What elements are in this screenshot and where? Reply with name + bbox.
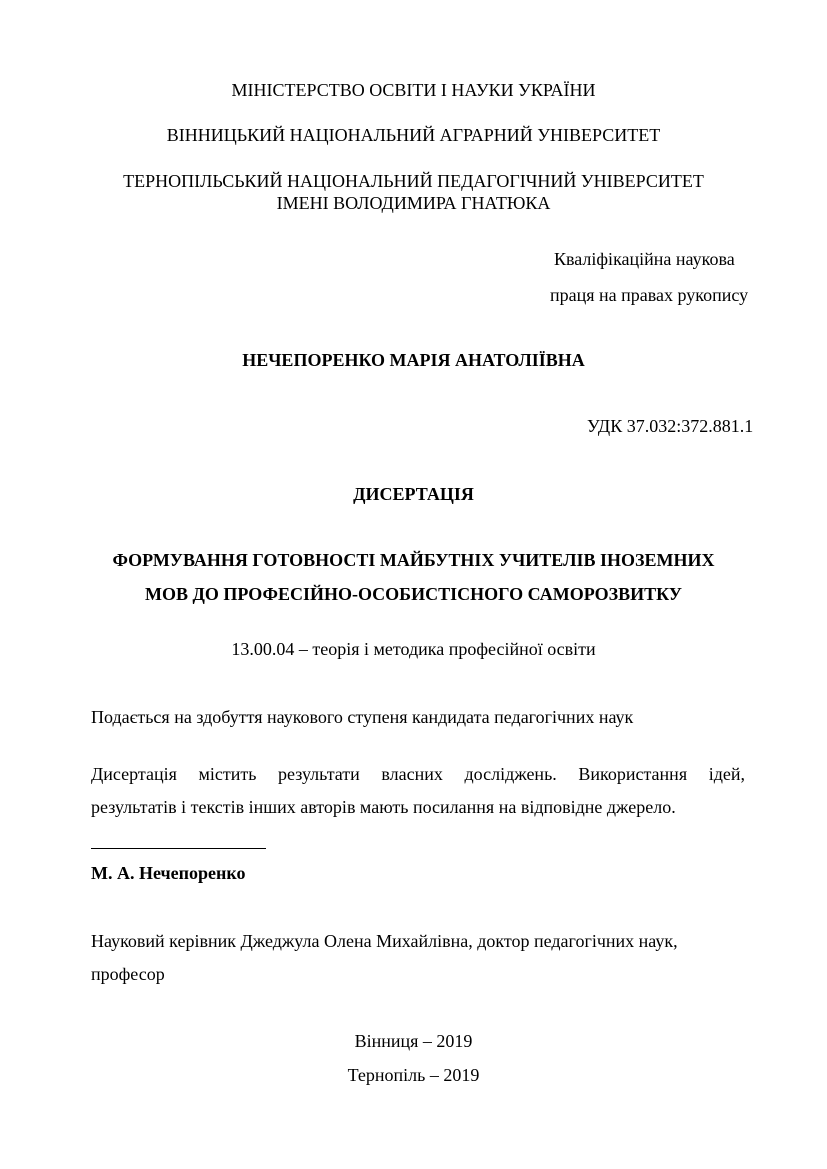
dissertation-title-line1: ФОРМУВАННЯ ГОТОВНОСТІ МАЙБУТНІХ УЧИТЕЛІВ ІНОЗЕМНИХ (112, 550, 715, 570)
dissertation-title-line2: МОВ ДО ПРОФЕСІЙНО-ОСОБИСТІСНОГО САМОРОЗВИТКУ (145, 584, 682, 604)
originality-statement-line1: Дисертація містить результати власних досліджень. Використання ідей, (91, 764, 745, 784)
document-type: ДИСЕРТАЦІЯ (353, 484, 474, 504)
place-year-line2: Тернопіль – 2019 (347, 1065, 480, 1085)
degree-statement: Подається на здобуття наукового ступеня кандидата педагогічних наук (91, 707, 634, 727)
originality-statement-line2: результатів і текстів інших авторів мають посилання на відповідне джерело. (91, 797, 676, 817)
manuscript-note-line1: Кваліфікаційна наукова (554, 249, 735, 269)
place-year-line1: Вінниця – 2019 (354, 1031, 473, 1051)
university-2-heading-line1: ТЕРНОПІЛЬСЬКИЙ НАЦІОНАЛЬНИЙ ПЕДАГОГІЧНИЙ УНІВЕРСИТЕТ (123, 171, 704, 191)
ministry-heading: МІНІСТЕРСТВО ОСВІТИ І НАУКИ УКРАЇНИ (231, 80, 596, 100)
university-1-heading: ВІННИЦЬКИЙ НАЦІОНАЛЬНИЙ АГРАРНИЙ УНІВЕРСИТЕТ (166, 125, 661, 145)
university-2-heading-line2: ІМЕНІ ВОЛОДИМИРА ГНАТЮКА (276, 193, 551, 213)
manuscript-note-line2: праця на правах рукопису (550, 285, 749, 305)
signature-line (91, 848, 266, 849)
signature-name: М. А. Нечепоренко (91, 863, 246, 883)
specialty-code: 13.00.04 – теорія і методика професійної освіти (231, 639, 596, 659)
author-name: НЕЧЕПОРЕНКО МАРІЯ АНАТОЛІЇВНА (242, 350, 585, 370)
udc-code: УДК 37.032:372.881.1 (587, 416, 754, 436)
supervisor-line2: професор (91, 964, 165, 984)
supervisor-line1: Науковий керівник Джеджула Олена Михайлівна, доктор педагогічних наук, (91, 931, 678, 951)
